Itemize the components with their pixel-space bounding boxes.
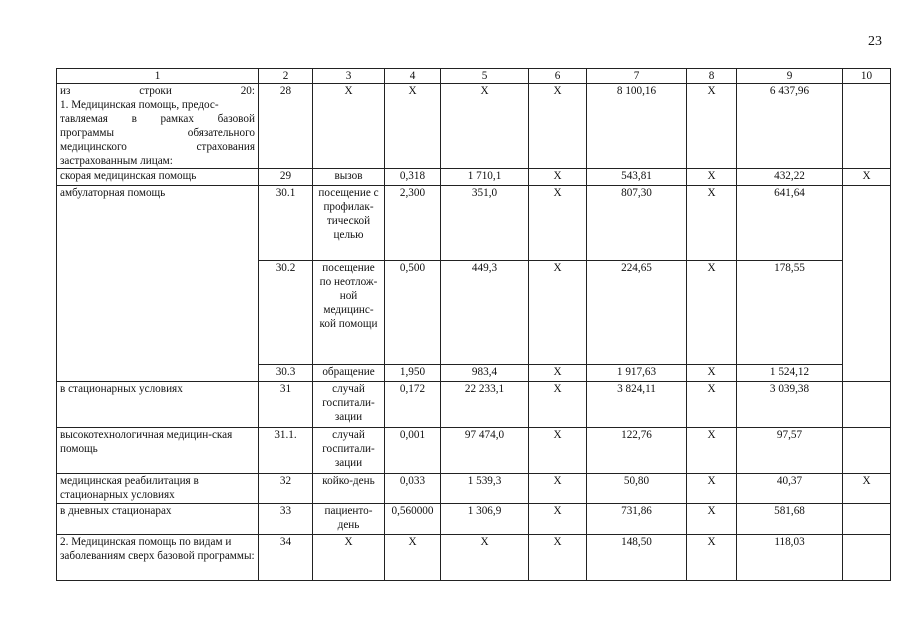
cell: 0,318 [385,169,441,186]
cell: 432,22 [737,169,843,186]
cell [843,382,891,428]
cell: 178,55 [737,261,843,365]
cell: Х [529,84,587,169]
col-header: 4 [385,69,441,84]
cell: Х [385,84,441,169]
col-header: 1 [57,69,259,84]
col-header: 8 [687,69,737,84]
cell: 32 [259,474,313,504]
cell: койко-день [313,474,385,504]
label-line: из строки 20: [60,85,255,97]
cell: Х [687,186,737,261]
cell: 1 917,63 [587,365,687,382]
cell: 40,37 [737,474,843,504]
cell: 449,3 [441,261,529,365]
cell: 0,560000 [385,504,441,535]
cell: 1 306,9 [441,504,529,535]
cell: 122,76 [587,428,687,474]
cell: случай госпитали-зации [313,428,385,474]
cell: 3 039,38 [737,382,843,428]
cell: Х [529,261,587,365]
table-row [57,186,891,261]
cell: 983,4 [441,365,529,382]
cell: Х [529,504,587,535]
cell [843,186,891,382]
cell: 1 524,12 [737,365,843,382]
row-label [57,84,259,169]
page-number: 23 [868,34,882,49]
cell: 28 [259,84,313,169]
cell: 731,86 [587,504,687,535]
cell: случай госпитали-зации [313,382,385,428]
cell: 6 437,96 [737,84,843,169]
cell: 97 474,0 [441,428,529,474]
cell: Х [529,382,587,428]
cell: 1 539,3 [441,474,529,504]
cell: Х [529,535,587,581]
cell: 30.3 [259,365,313,382]
cell: 224,65 [587,261,687,365]
cell: Х [843,474,891,504]
cell: Х [687,365,737,382]
cell: 97,57 [737,428,843,474]
cell: 30.2 [259,261,313,365]
cell: 8 100,16 [587,84,687,169]
cell: Х [529,474,587,504]
cell: 641,64 [737,186,843,261]
cell: Х [313,84,385,169]
cell: Х [529,186,587,261]
table-row [57,169,891,186]
cell: вызов [313,169,385,186]
col-header: 6 [529,69,587,84]
cell: 22 233,1 [441,382,529,428]
cell [843,504,891,535]
col-header: 9 [737,69,843,84]
cell: 0,500 [385,261,441,365]
header-row [57,69,891,84]
cell [843,84,891,169]
cell: 543,81 [587,169,687,186]
col-header: 3 [313,69,385,84]
cell: Х [687,535,737,581]
row-label: скорая медицинская помощь [57,169,259,186]
cell: обращение [313,365,385,382]
table-row [57,535,891,581]
row-label: амбулаторная помощь [57,186,259,382]
cell: 1 710,1 [441,169,529,186]
label-line: тавляемая в рамках базовой [60,113,255,125]
table-row [57,504,891,535]
cell: 0,033 [385,474,441,504]
table-row [57,382,891,428]
cell: 2,300 [385,186,441,261]
cell: 1,950 [385,365,441,382]
row-label: в стационарных условиях [57,382,259,428]
col-header: 7 [587,69,687,84]
cell: 0,001 [385,428,441,474]
cell: Х [529,428,587,474]
cell: Х [843,169,891,186]
cell: 118,03 [737,535,843,581]
label-line: программы обязательного [60,127,255,139]
label-line: 1. Медицинская помощь, предос- [60,99,219,111]
cell: 3 824,11 [587,382,687,428]
cell: 34 [259,535,313,581]
cell [843,428,891,474]
cell: 30.1 [259,186,313,261]
cell: Х [441,84,529,169]
cell: Х [687,474,737,504]
row-label: в дневных стационарах [57,504,259,535]
cell: Х [687,428,737,474]
cell: пациенто-день [313,504,385,535]
label-line: медицинского страхования [60,141,255,153]
cell: 33 [259,504,313,535]
cell: Х [385,535,441,581]
cell: 29 [259,169,313,186]
cell: Х [687,261,737,365]
cell: Х [529,365,587,382]
cell: 351,0 [441,186,529,261]
cell: 31.1. [259,428,313,474]
table-row [57,84,891,169]
cell [843,535,891,581]
cell: посещение по неотлож-ной медицинс-кой помощи [313,261,385,365]
cell: посещение с профилак-тической целью [313,186,385,261]
cell: 31 [259,382,313,428]
cell: 50,80 [587,474,687,504]
row-label: 2. Медицинская помощь по видам и заболеваниям сверх базовой программы: [57,535,259,581]
row-label: высокотехнологичная медицин-ская помощь [57,428,259,474]
col-header: 2 [259,69,313,84]
cell: Х [687,84,737,169]
cell: Х [687,504,737,535]
row-label: медицинская реабилитация в стационарных условиях [57,474,259,504]
col-header: 10 [843,69,891,84]
label-line: застрахованным лицам: [60,155,173,167]
cell: 581,68 [737,504,843,535]
cell: Х [687,169,737,186]
tariff-table [56,68,891,581]
cell: Х [441,535,529,581]
cell: Х [529,169,587,186]
cell: Х [687,382,737,428]
cell: Х [313,535,385,581]
cell: 807,30 [587,186,687,261]
table-row [57,428,891,474]
table-row [57,474,891,504]
cell: 0,172 [385,382,441,428]
cell: 148,50 [587,535,687,581]
col-header: 5 [441,69,529,84]
